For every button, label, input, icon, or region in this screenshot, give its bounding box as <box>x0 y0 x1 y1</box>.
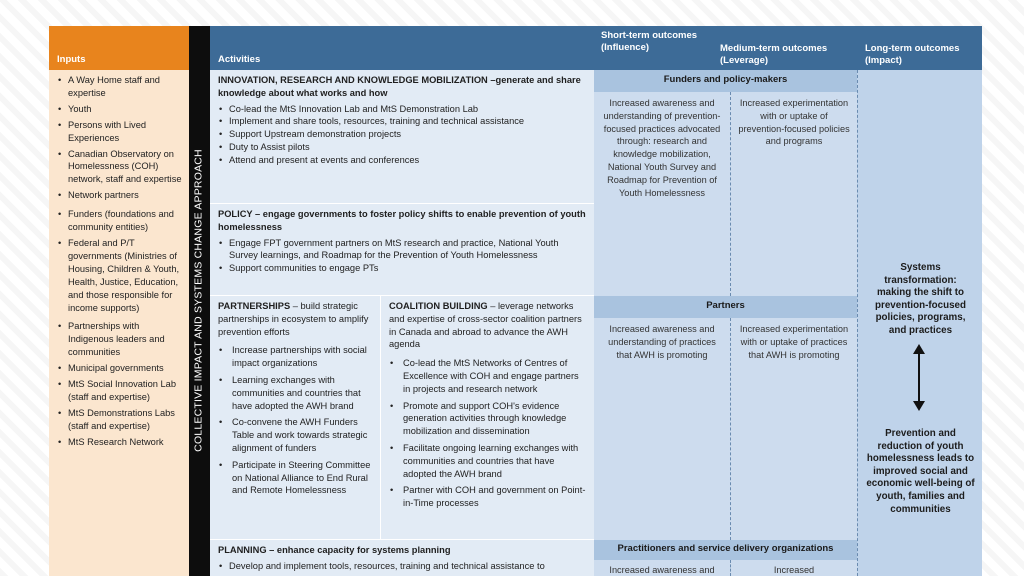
band-practitioners-label: Practitioners and service delivery organizations <box>617 543 834 554</box>
band-partners <box>594 296 857 318</box>
input-item: • Canadian Observatory on Homelessness (COH) network, staff and expertise <box>57 148 185 187</box>
activity-item: • Attend and present at events and conferences <box>218 154 588 167</box>
activity-policy-title: POLICY <box>218 209 253 219</box>
collective-impact-label: COLLECTIVE IMPACT AND SYSTEMS CHANGE APPROACH <box>192 149 205 452</box>
activity-planning-desc: – enhance capacity for systems planning <box>266 545 451 555</box>
band-partners-label: Partners <box>706 300 745 311</box>
activity-innovation <box>210 70 594 204</box>
input-item: • MtS Demonstrations Labs (staff and expertise) <box>57 407 185 433</box>
band-practitioners <box>594 540 857 560</box>
inputs-header-label: Inputs <box>57 54 86 65</box>
activity-item: • Increase partnerships with social impact organizations <box>218 344 376 370</box>
medium-term-header-label: Medium-term outcomes (Leverage) <box>720 43 828 66</box>
input-item: • Network partners <box>57 189 185 202</box>
activity-coalition-desc: – leverage networks and expertise of cross-sector coalition partners in Canada and abroad to advance the AWH agenda <box>389 301 582 350</box>
activity-item: • Learning exchanges with communities and countries that have adopted the AWH brand <box>218 374 376 412</box>
band-funders <box>594 70 857 92</box>
inputs-group-1 <box>57 74 185 202</box>
medium-term-practitioners-text: Increased <box>773 565 815 575</box>
short-term-practitioners-text: Increased awareness and <box>609 565 715 575</box>
input-item: • Youth <box>57 103 185 116</box>
activity-partnerships-desc: – build strategic partnerships in ecosystem to amplify prevention efforts <box>218 301 369 337</box>
medium-term-funders <box>730 92 857 296</box>
activity-item: • Participate in Steering Committee on National Alliance to End Rural and Remote Homelessness <box>218 459 376 497</box>
activity-planning <box>210 540 594 576</box>
activity-coalition <box>381 296 594 540</box>
activity-planning-title: PLANNING <box>218 545 267 555</box>
short-term-partners-text: Increased awareness and understanding of practices that AWH is promoting <box>608 324 716 360</box>
short-term-header-label: Short-term outcomes (Influence) <box>601 30 698 53</box>
activity-policy-desc: – engage governments to foster policy shifts to enable prevention of youth homelessness <box>218 209 586 232</box>
activities-header <box>210 26 594 70</box>
activity-item: • Implement and share tools, resources, training and technical assistance <box>218 115 588 128</box>
activity-item: • Engage FPT government partners on MtS research and practice, National Youth Survey learnings, and Roadmap for the Prevention of Youth Homelessness <box>218 237 588 263</box>
double-arrow-icon <box>918 352 920 404</box>
medium-term-funders-text: Increased experimentation with or uptake of prevention-focused policies and programs <box>738 98 850 147</box>
short-term-practitioners <box>594 560 730 576</box>
activity-innovation-desc: –generate and share knowledge about what works and how <box>218 75 581 98</box>
arrow-up-icon <box>913 344 925 354</box>
medium-term-partners-text: Increased experimentation with or uptake of practices that AWH is promoting <box>739 324 849 360</box>
input-item: • Funders (foundations and community entities) <box>57 208 185 234</box>
activity-item: • Partner with COH and government on Point-in-Time processes <box>389 484 588 510</box>
medium-term-header <box>712 26 857 70</box>
medium-term-practitioners <box>730 560 857 576</box>
activity-item: • Co-lead the MtS Innovation Lab and MtS Demonstration Lab <box>218 103 588 116</box>
short-term-funders <box>594 92 730 296</box>
collective-impact-bar <box>189 26 210 576</box>
activity-item: • Co-convene the AWH Funders Table and work towards strategic alignment of funders <box>218 416 376 454</box>
long-term-systems-transformation: Systems transformation: making the shift to prevention-focused policies, programs, and practices <box>875 262 966 336</box>
activity-item: • Facilitate ongoing learning exchanges with communities and countries that have adopted the AWH brand <box>389 442 588 480</box>
activity-policy <box>210 204 594 296</box>
inputs-group-3 <box>57 320 185 448</box>
activity-coalition-title: COALITION BUILDING <box>389 301 488 311</box>
arrow-down-icon <box>913 401 925 411</box>
input-item: • Federal and P/T governments (Ministries of Housing, Children & Youth, Health, Justice, Education, and those responsible for income supports) <box>57 237 185 314</box>
activity-item: • Support communities to engage PTs <box>218 262 588 275</box>
activity-item: • Support Upstream demonstration projects <box>218 128 588 141</box>
input-item: • MtS Social Innovation Lab (staff and expertise) <box>57 378 185 404</box>
inputs-group-2 <box>57 208 185 314</box>
input-item: • Persons with Lived Experiences <box>57 119 185 145</box>
activity-innovation-title: INNOVATION, RESEARCH AND KNOWLEDGE MOBILIZATION <box>218 75 488 85</box>
activities-header-label: Activities <box>218 54 261 65</box>
input-item: • A Way Home staff and expertise <box>57 74 185 100</box>
activity-item: • Develop and implement tools, resources, training and technical assistance to <box>218 560 588 573</box>
activity-partnerships-title: PARTNERSHIPS <box>218 301 291 311</box>
activity-item: • Duty to Assist pilots <box>218 141 588 154</box>
inputs-header <box>49 26 189 70</box>
long-term-header-label: Long-term outcomes (Impact) <box>865 43 960 66</box>
inputs-column <box>49 70 189 576</box>
medium-term-partners <box>730 318 857 540</box>
activity-partnerships <box>210 296 380 540</box>
long-term-header <box>857 26 982 70</box>
long-term-prevention-outcome: Prevention and reduction of youth homelessness leads to improved social and economic well-being of youth, families and communities <box>866 428 975 515</box>
activity-item: • Co-lead the MtS Networks of Centres of Excellence with COH and engage partners in projects and research network <box>389 357 588 395</box>
short-term-funders-text: Increased awareness and understanding of prevention-focused practices advocated through: research and knowledge mobilization, National Youth Survey and Roadmap for Prevention of Youth Homelessness <box>603 98 721 198</box>
band-funders-label: Funders and policy-makers <box>663 74 788 85</box>
input-item: • Partnerships with Indigenous leaders and communities <box>57 320 185 359</box>
short-term-header <box>594 26 712 70</box>
activity-item: • Promote and support COH's evidence generation activities through knowledge mobilization and dissemination <box>389 400 588 438</box>
long-term-column <box>857 70 982 576</box>
input-item: • MtS Research Network <box>57 436 185 449</box>
short-term-partners <box>594 318 730 540</box>
input-item: • Municipal governments <box>57 362 185 375</box>
